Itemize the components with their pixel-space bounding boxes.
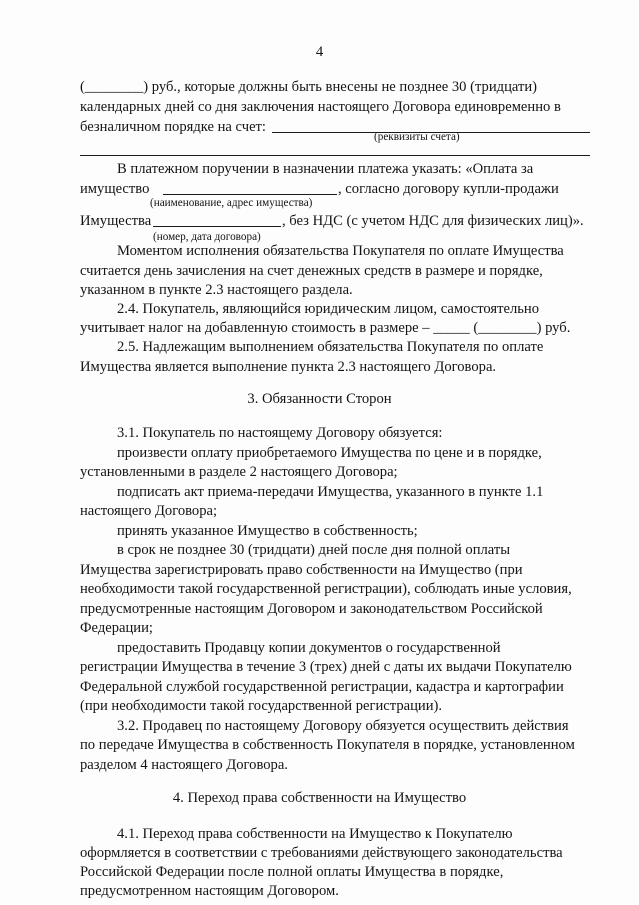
obligation-1-line-2: установленными в разделе 2 настоящего Договора; (80, 464, 398, 480)
clause-2-5-line-1: 2.5. Надлежащим выполнением обязательства Покупателя по оплате (117, 339, 544, 355)
clause-3-1: 3.1. Покупатель по настоящему Договору обязуется: (117, 425, 443, 441)
property-description-blank (163, 194, 337, 195)
clause-4-1-line-2: оформляется в соответствии с требованиями действующего законодательства (80, 845, 563, 861)
clause-3-2-line-2: по передаче Имущества в собственность Покупателя в порядке, установленном (80, 737, 575, 753)
obligation-3: принять указанное Имущество в собственность; (117, 523, 418, 539)
clause-2-5-line-2: Имущества является выполнение пункта 2.3 настоящего Договора. (80, 359, 497, 375)
property-description-caption: (наименование, адрес имущества) (150, 197, 313, 209)
moment-line-3: указанном в пункте 2.3 настоящего раздела. (80, 282, 353, 298)
clause-4-1-line-1: 4.1. Переход права собственности на Имущество к Покупателю (117, 826, 513, 842)
purpose-line-2b: , согласно договору купли-продажи (338, 181, 559, 197)
section-3-heading: 3. Обязанности Сторон (247, 391, 392, 407)
section-4-heading: 4. Переход права собственности на Имущество (172, 790, 467, 806)
purpose-line-3a: Имущества (80, 213, 152, 229)
obligation-4-line-1: в срок не позднее 30 (тридцати) дней после дня полной оплаты (117, 542, 511, 558)
contract-number-caption: (номер, дата договора) (153, 231, 261, 243)
contract-number-blank (153, 226, 281, 227)
clause-2-4-line-2: учитывает налог на добавленную стоимость в размере – _____ (________) руб. (80, 320, 571, 336)
purpose-line-1 (117, 160, 591, 178)
obligation-4-line-5: Федерации; (80, 620, 153, 636)
obligation-2-line-2: настоящего Договора; (80, 503, 218, 519)
clause-4-1-line-3: Российской Федерации после полной оплаты Имущества в порядке, (80, 864, 504, 880)
purpose-line-1-text: В платежном поручении в назначении платежа указать: «Оплата за (117, 161, 534, 177)
clause-2-4-line-1: 2.4. Покупатель, являющийся юридическим лицом, самостоятельно (117, 301, 540, 317)
obligation-4-line-2: Имущества зарегистрировать право собственности на Имущество (при (80, 562, 523, 578)
moment-line-2: считается день зачисления на счет денежных средств в размере и порядке, (80, 263, 543, 279)
clause-4-1-line-4: предусмотренном настоящим Договором. (80, 883, 339, 899)
obligation-1-line-1: произвести оплату приобретаемого Имущества по цене и в порядке, (117, 445, 542, 461)
payment-line-1: (________) руб., которые должны быть внесены не позднее 30 (тридцати) (80, 79, 538, 95)
page-number: 4 (315, 44, 324, 60)
purpose-line-2a: имущество (80, 181, 150, 197)
clause-3-2-line-1: 3.2. Продавец по настоящему Договору обязуется осуществить действия (117, 718, 569, 734)
obligation-5-line-1: предоставить Продавцу копии документов о государственной (117, 640, 501, 656)
payment-line-3: безналичном порядке на счет: (80, 119, 266, 135)
account-details-blank-line-2 (80, 155, 590, 156)
obligation-5-line-4: (при необходимости такой государственной регистрации). (80, 698, 443, 714)
clause-3-2-line-3: разделом 4 настоящего Договора. (80, 757, 288, 773)
obligation-5-line-3: Федеральной службой государственной регистрации, кадастра и картографии (80, 679, 564, 695)
obligation-2-line-1: подписать акт приема-передачи Имущества, указанного в пункте 1.1 (117, 484, 544, 500)
account-details-caption: (реквизиты счета) (374, 131, 460, 143)
purpose-line-3b: , без НДС (с учетом НДС для физических лиц)». (282, 213, 584, 229)
payment-line-2: календарных дней со дня заключения настоящего Договора единовременно в (80, 99, 561, 115)
obligation-5-line-2: регистрации Имущества в течение 3 (трех) дней с даты их выдачи Покупателю (80, 659, 572, 675)
moment-line-1: Моментом исполнения обязательства Покупателя по оплате Имущества (117, 243, 564, 259)
obligation-4-line-3: необходимости такой государственной регистрации), соблюдать иные условия, (80, 581, 572, 597)
obligation-4-line-4: предусмотренные настоящим Договором и законодательством Российской (80, 601, 543, 617)
